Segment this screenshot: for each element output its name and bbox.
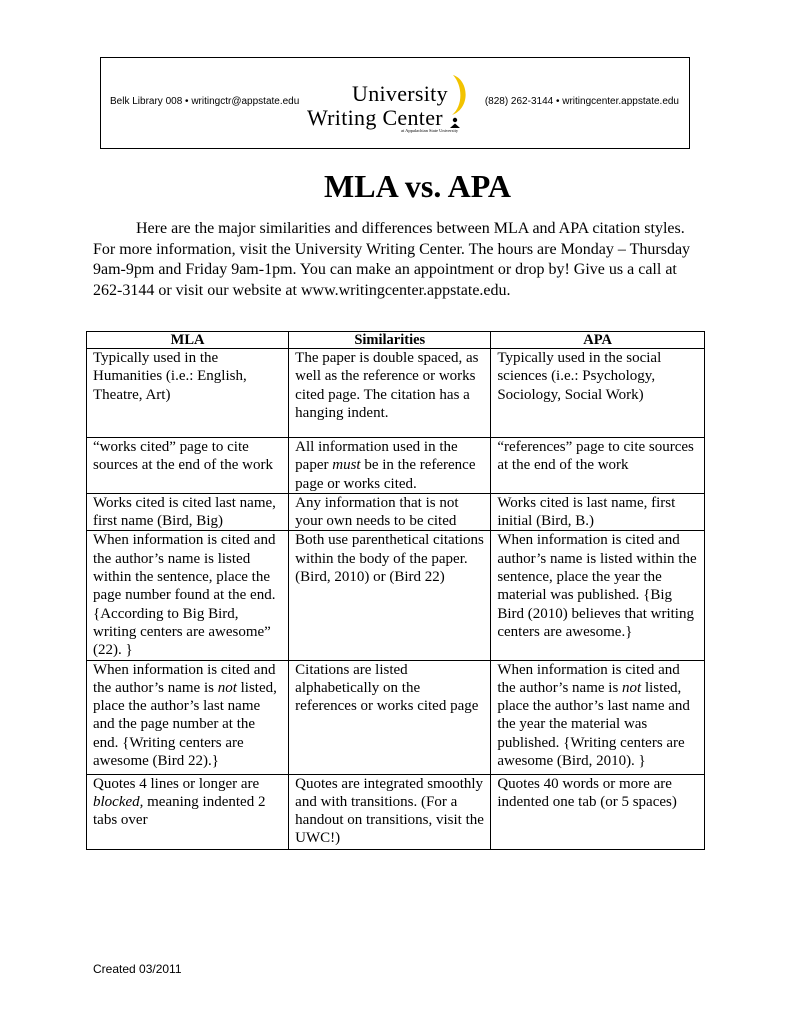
cell-apa: When information is cited and the author’s name is not listed, place the author’s last name and the year the material was published. {Writing centers are awesome (Bird, 2010). } (491, 660, 705, 774)
table-row (87, 438, 705, 494)
intro-text: Here are the major similarities and differences between MLA and APA citation styles. For more information, visit the University Writing Center. The hours are Monday – Thursday 9am-9pm and Friday 9am-1pm. You can make an appointment or drop by! Give us a call at 262-3144 or visit our website at www.writingcenter.appstate.edu. (93, 220, 691, 299)
crescent-moon-icon (447, 74, 469, 116)
university-writing-center-logo (304, 74, 474, 138)
cell-similarities: Quotes are integrated smoothly and with transitions. (For a handout on transitions, visit the UWC!) (289, 774, 491, 849)
header-apa: APA (491, 332, 705, 349)
cell-mla: Quotes 4 lines or longer are blocked, meaning indented 2 tabs over (87, 774, 289, 849)
table-row (87, 531, 705, 660)
header-similarities: Similarities (289, 332, 491, 349)
cell-mla: “works cited” page to cite sources at the end of the work (87, 438, 289, 494)
document-title: MLA vs. APA (324, 168, 511, 204)
footer-created-date: Created 03/2011 (93, 962, 182, 976)
cell-similarities: The paper is double spaced, as well as the reference or works cited page. The citation has a hanging indent. (289, 349, 491, 438)
cell-mla: Typically used in the Humanities (i.e.: English, Theatre, Art) (87, 349, 289, 438)
comparison-table (86, 331, 705, 850)
letterhead (100, 57, 690, 149)
cell-apa: “references” page to cite sources at the end of the work (491, 438, 705, 494)
intro-paragraph (93, 219, 697, 301)
cell-mla: When information is cited and the author’s name is not listed, place the author’s last name and the page number at the end. {Writing centers are awesome (Bird 22).} (87, 660, 289, 774)
cell-mla: When information is cited and the author’s name is listed within the sentence, place the page number found at the end. {According to Big Bird, writing centers are awesome” (22). } (87, 531, 289, 660)
cell-mla: Works cited is cited last name, first name (Bird, Big) (87, 493, 289, 531)
logo-subtitle: at Appalachian State University (401, 128, 459, 133)
cell-apa: Quotes 40 words or more are indented one tab (or 5 spaces) (491, 774, 705, 849)
cell-apa: Works cited is last name, first initial (Bird, B.) (491, 493, 705, 531)
header-mla: MLA (87, 332, 289, 349)
table-row (87, 349, 705, 438)
table-row (87, 493, 705, 531)
cell-similarities: Citations are listed alphabetically on the references or works cited page (289, 660, 491, 774)
cell-apa: When information is cited and author’s name is listed within the sentence, place the year the material was published. {Big Bird (2010) believes that writing centers are awesome.} (491, 531, 705, 660)
logo-text-university: University (352, 81, 448, 106)
letterhead-contact-right: (828) 262-3144 • writingcenter.appstate.edu (484, 96, 679, 107)
cell-apa: Typically used in the social sciences (i.e.: Psychology, Sociology, Social Work) (491, 349, 705, 438)
cell-similarities: Both use parenthetical citations within the body of the paper. (Bird, 2010) or (Bird 22) (289, 531, 491, 660)
cell-similarities: Any information that is not your own needs to be cited (289, 493, 491, 531)
cell-similarities: All information used in the paper must be in the reference page or works cited. (289, 438, 491, 494)
table-row (87, 660, 705, 774)
letterhead-contact-left: Belk Library 008 • writingctr@appstate.edu (110, 96, 300, 107)
table-row (87, 774, 705, 849)
logo-text-writing-center: Writing Center (307, 105, 443, 130)
table-header-row (87, 332, 705, 349)
